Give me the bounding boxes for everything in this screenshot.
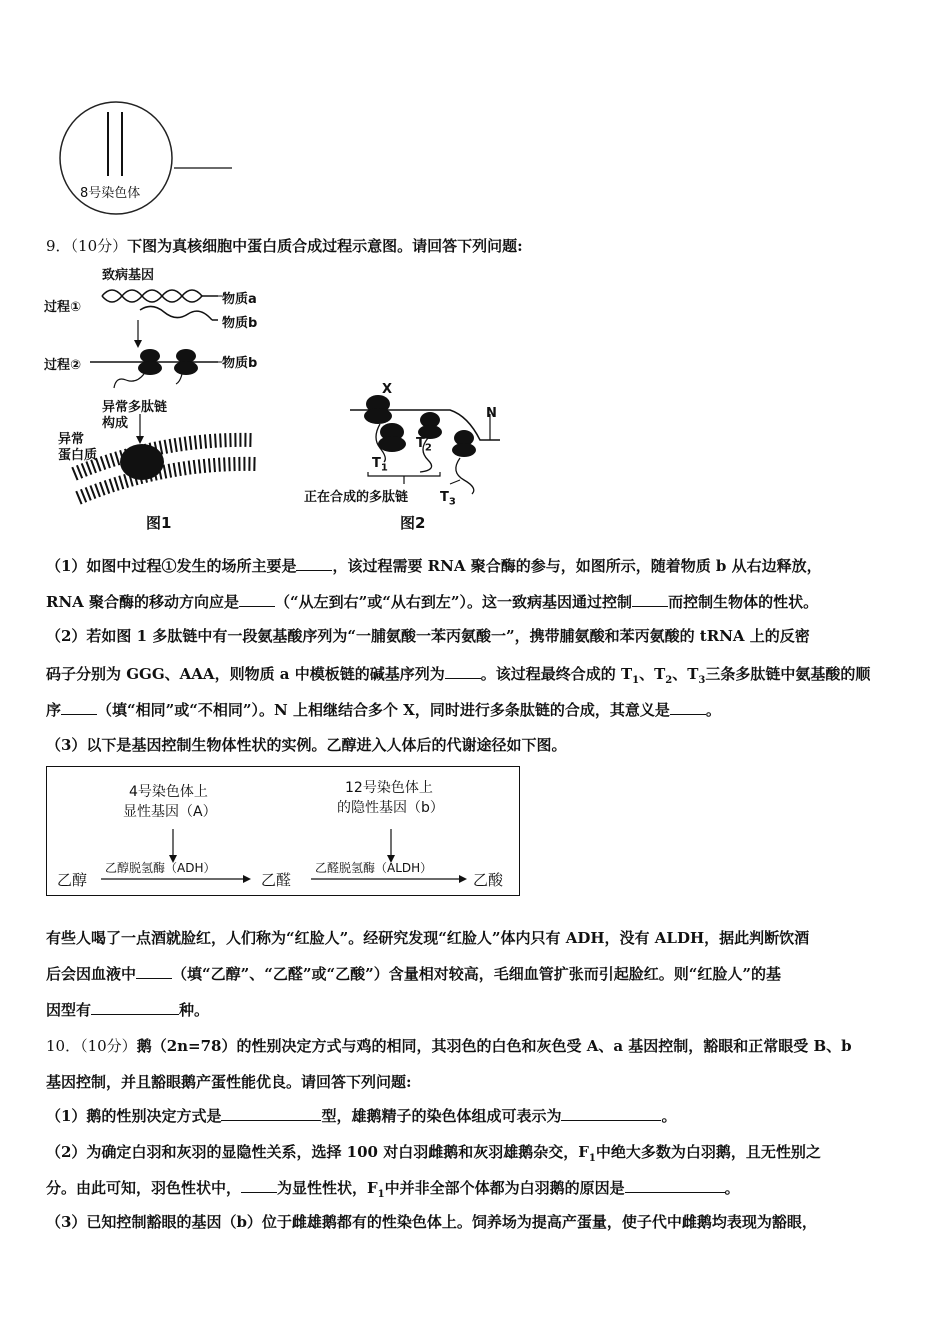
ethanol-label: 乙醇 <box>57 871 88 889</box>
answer-blank[interactable] <box>136 964 172 979</box>
q9-p3-line1: （3）以下是基因控制生物体性状的实例。乙醇进入人体后的代谢途径如下图。 <box>46 736 567 754</box>
q9-header: 9．（10分）下图为真核细胞中蛋白质合成过程示意图。请回答下列问题: <box>46 237 523 255</box>
answer-blank[interactable] <box>221 1106 321 1121</box>
answer-blank[interactable] <box>445 664 481 679</box>
fig1-substance-b1: 物质b <box>222 316 258 331</box>
q9-p2-line2: 码子分别为 GGG、AAA，则物质 a 中模板链的碱基序列为 。该过程最终合成的 $T_1$、$T_2$、$T_3$三条多肽链中氨基酸的顺 <box>46 665 871 686</box>
answer-blank[interactable] <box>91 1000 179 1015</box>
answer-blank[interactable] <box>632 592 668 607</box>
fig1-abnormal-protein-2: 蛋白质 <box>58 448 98 463</box>
fig1-substance-b2: 物质b <box>222 356 258 371</box>
q10-p2-line1: （2）为确定白羽和灰羽的显隐性关系，选择 100 对白羽雌鹅和灰羽雄鹅杂交，$F_1$中绝大多数为白羽鹅，且无性别之 <box>46 1143 821 1164</box>
fig1-abnormal-protein-1: 异常 <box>58 432 85 447</box>
fig1-abnormal-chain-2: 构成 <box>102 416 129 431</box>
fig2-synth-label: 正在合成的多肽链 <box>304 490 409 505</box>
gene-b-line2: 的隐性基因（b） <box>337 800 444 816</box>
answer-blank[interactable] <box>296 556 332 571</box>
chromosome-circle-svg <box>46 100 246 220</box>
fig1-gene-label: 致病基因 <box>102 268 155 283</box>
answer-blank[interactable] <box>561 1106 661 1121</box>
q9-p3-line3: 后会因血液中 （填“乙醇”、“乙醛”或“乙酸”）含量相对较高，毛细血管扩张而引起脸红。则“红脸人”的基 <box>46 965 782 983</box>
q10-p3-line1: （3）已知控制豁眼的基因（b）位于雌雄鹅都有的性染色体上。饲养场为提高产蛋量，使子代中雌鹅均表现为豁眼， <box>46 1213 817 1231</box>
q9-p3-line4: 因型有 种。 <box>46 1001 210 1019</box>
q9-p2-line3: 序 （填“相同”或“不相同”）。N 上相继结合多个 X，同时进行多条肽链的合成，其意义是 。 <box>46 701 721 719</box>
fig2-n: N <box>486 406 497 421</box>
chromosome-figure <box>46 100 246 220</box>
fig1-caption: 图1 <box>146 514 172 532</box>
q10-p2-line2: 分。由此可知，羽色性状中， 为显性性状，$F_1$中并非全部个体都为白羽鹅的原因是 。 <box>46 1179 740 1200</box>
acetaldehyde-label: 乙醛 <box>261 871 292 889</box>
answer-blank[interactable] <box>241 1178 277 1193</box>
q10-p1: （1）鹅的性别决定方式是 型，雄鹅精子的染色体组成可表示为 。 <box>46 1107 677 1125</box>
ethanol-pathway-box <box>46 766 520 896</box>
fig1-abnormal-chain-1: 异常多肽链 <box>102 400 168 415</box>
fig2-t3: $T_3$ <box>440 490 456 508</box>
answer-blank[interactable] <box>239 592 275 607</box>
fig2-t1: $T_1$ <box>372 456 388 474</box>
gene-a-line2: 显性基因（A） <box>123 804 217 820</box>
q10-header: 10．（10分）鹅（2n=78）的性别决定方式与鸡的相同，其羽色的白色和灰色受 A、a 基因控制，豁眼和正常眼受 B、b <box>46 1037 852 1055</box>
fig1-substance-a: 物质a <box>222 292 257 307</box>
acetic-acid-label: 乙酸 <box>473 871 504 889</box>
gene-b-line1: 12号染色体上 <box>345 780 433 796</box>
q9-p2-line1: （2）若如图 1 多肽链中有一段氨基酸序列为“一脯氨酸一苯丙氨酸一”，携带脯氨酸和苯丙氨酸的 tRNA 上的反密 <box>46 627 810 645</box>
fig2-caption: 图2 <box>400 514 426 532</box>
figure-2 <box>300 376 520 542</box>
answer-blank[interactable] <box>625 1178 725 1193</box>
fig2-x: X <box>382 382 393 397</box>
fig2-t2: $T_2$ <box>416 436 432 454</box>
q9-p3-line2: 有些人喝了一点酒就脸红，人们称为“红脸人”。经研究发现“红脸人”体内只有 ADH，没有 ALDH，据此判断饮酒 <box>46 929 810 947</box>
q9-p1-line1: （1）如图中过程①发生的场所主要是 ，该过程需要 RNA 聚合酶的参与，如图所示，随着物质 b 从右边释放， <box>46 557 822 575</box>
answer-blank[interactable] <box>670 700 706 715</box>
gene-a-line1: 4号染色体上 <box>129 784 208 800</box>
enzyme-adh: 乙醇脱氢酶（ADH） <box>105 861 216 875</box>
q10-line2: 基因控制，并且豁眼鹅产蛋性能优良。请回答下列问题: <box>46 1073 412 1091</box>
answer-blank[interactable] <box>61 700 97 715</box>
chromosome-label: 8号染色体 <box>80 186 141 201</box>
enzyme-aldh: 乙醛脱氢酶（ALDH） <box>315 861 433 875</box>
q9-p1-line2: RNA 聚合酶的移动方向应是 （“从左到右”或“从右到左”）。这一致病基因通过控制 而控制生物体的性状。 <box>46 593 819 611</box>
fig1-process1: 过程① <box>44 300 82 315</box>
figure-1 <box>40 262 300 542</box>
fig1-process2: 过程② <box>44 358 82 373</box>
